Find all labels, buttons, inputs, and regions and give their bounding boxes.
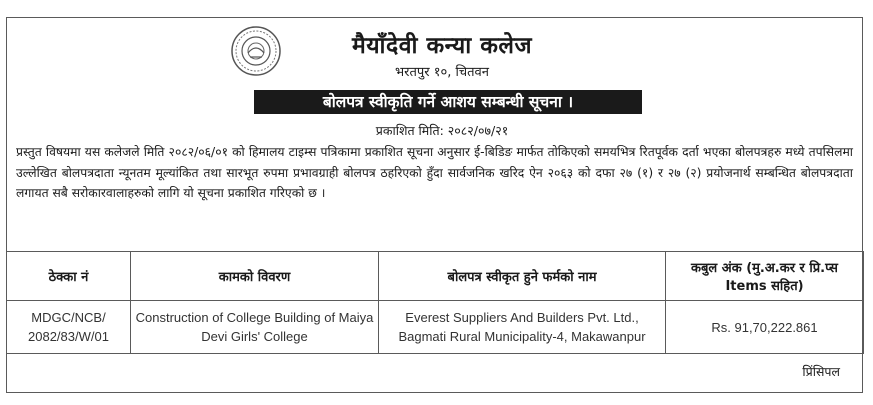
- college-address: भरतपुर १०, चितवन: [395, 65, 489, 80]
- header-bid-amount: कबुल अंक (मु.अ.कर र प्रि.प्स Items सहित): [666, 252, 864, 301]
- table-header-row: [7, 252, 864, 301]
- cell-firm-name: Everest Suppliers And Builders Pvt. Ltd., Bagmati Rural Municipality-4, Makawanpur: [379, 301, 666, 354]
- college-emblem-logo: [230, 25, 282, 77]
- notice-paragraph: प्रस्तुत विषयमा यस कलेजले मिति २०८२/०६/०१ को हिमालय टाइम्स पत्रिकामा प्रकाशित सूचना अनुसार ई-बिडिङ मार्फत तोकिएको समयभित्र रितपूर्वक दर्ता भएका बोलपत्रहरु मध्ये तपसिलमा उल्लेखित बोलपत्रदाता न्यूनतम मूल्यांकित तथा सारभूत रुपमा प्रभावग्राही बोलपत्र ठहरिएको हुँदा सार्वजनिक खरिद ऐन २०६३ को दफा २७ (१) र २७ (२) प्रयोजनार्थ सम्बन्धित बोलपत्रदाता लगायत सबै सरोकारवालाहरुको लागि यो सूचना प्रकाशित गरिएको छ ।: [16, 145, 853, 200]
- award-table: [6, 251, 864, 354]
- cell-contract-no: MDGC/NCB/ 2082/83/W/01: [7, 301, 131, 354]
- published-date: प्रकाशित मिति: २०८२/०७/२१: [375, 123, 509, 138]
- notice-title: बोलपत्र स्वीकृति गर्ने आशय सम्बन्धी सूचना ।: [254, 90, 642, 114]
- tender-notice: [6, 17, 863, 393]
- cell-bid-amount: Rs. 91,70,222.861: [666, 301, 864, 354]
- header-work-description: कामको विवरण: [131, 252, 379, 301]
- cell-work-description: Construction of College Building of Maiya Devi Girls' College: [131, 301, 379, 354]
- header-contract-no: ठेक्का नं: [7, 252, 131, 301]
- signatory: प्रिंसिपल: [802, 364, 840, 379]
- college-name: मैयाँदेवी कन्या कलेज: [351, 33, 533, 59]
- table-row: [7, 301, 864, 354]
- header-firm-name: बोलपत्र स्वीकृत हुने फर्मको नाम: [379, 252, 666, 301]
